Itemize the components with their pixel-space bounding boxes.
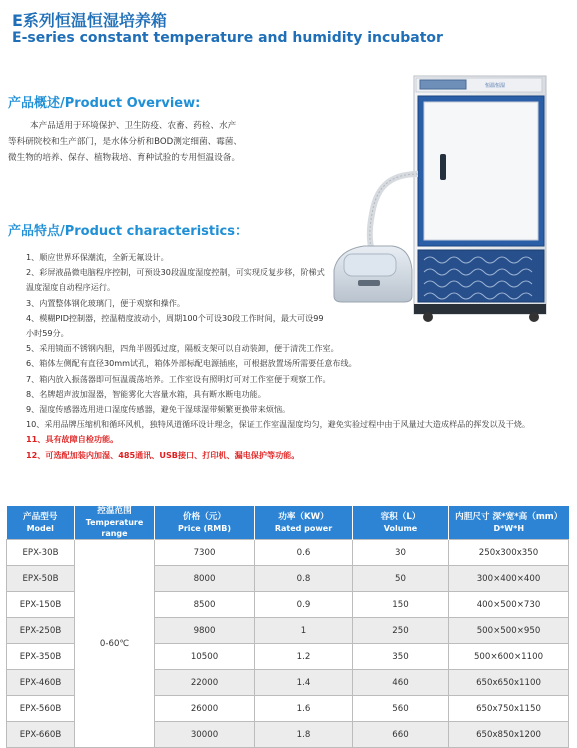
cell-size: 400×500×730 [449, 592, 569, 618]
cell-size: 650x850x1200 [449, 722, 569, 748]
cell-model: EPX-50B [7, 566, 75, 592]
page-title-cn: E系列恒温恒湿培养箱 [12, 11, 167, 30]
table-header-row [7, 506, 569, 540]
cell-price: 8000 [155, 566, 255, 592]
feature-item: 5、采用镜面不锈钢内胆，四角半圆弧过度，隔板支架可以自动装卸，便于清洗工作室。 [26, 343, 339, 354]
table-row [7, 540, 569, 566]
feature-item: 8、名牌超声波加湿器，智能雾化大容量水箱，具有断水断电功能。 [26, 388, 266, 399]
panel-label: 恒温恒湿 [485, 83, 506, 89]
cell-model: EPX-350B [7, 644, 75, 670]
cell-size: 650x750x1150 [449, 696, 569, 722]
cell-model: EPX-150B [7, 592, 75, 618]
cell-volume: 30 [353, 540, 449, 566]
cell-price: 8500 [155, 592, 255, 618]
control-display [420, 80, 466, 89]
cell-price: 22000 [155, 670, 255, 696]
cell-power: 1 [255, 618, 353, 644]
cell-model: EPX-660B [7, 722, 75, 748]
cell-power: 1.8 [255, 722, 353, 748]
feature-item: 6、箱体左侧配有直径30mm试孔，箱体外部标配电源插座，可根据放置场所需要任意布线。 [26, 358, 357, 369]
cell-model: EPX-30B [7, 540, 75, 566]
feature-item: 2、彩屏液晶微电脑程序控制，可预设30段温度湿度控制，可实现反复步移，阶梯式温度湿度自动程序运行。 [26, 267, 325, 293]
cell-temp-range: 0-60℃ [75, 540, 155, 748]
cell-power: 1.2 [255, 644, 353, 670]
cell-size: 500×500×950 [449, 618, 569, 644]
cell-model: EPX-250B [7, 618, 75, 644]
feature-item: 1、顺应世界环保潮流，全新无氟设计。 [26, 252, 169, 262]
feature-item: 4、模糊PID控制器，控温精度波动小，周期100个可设30段工作时间，最大可设99小时59分。 [26, 312, 324, 339]
col-header-power: 功率（KW） Rated power [255, 506, 353, 540]
feature-item: 7、箱内放入振荡器即可恒温震荡培养。工作室设有照明灯可对工作室便于观察工作。 [26, 373, 331, 384]
humidifier-hose [370, 174, 418, 254]
page-title-en: E-series constant temperature and humidity incubator [12, 30, 443, 46]
cell-model: EPX-460B [7, 670, 75, 696]
cell-price: 26000 [155, 696, 255, 722]
cell-price: 10500 [155, 644, 255, 670]
col-header-size: 内胆尺寸 深*宽*高（mm） D*W*H [449, 506, 569, 540]
cell-size: 250x300x350 [449, 540, 569, 566]
feature-item: 12、可选配加装内加湿、485通讯、USB接口、打印机、漏电保护等功能。 [26, 449, 300, 460]
cell-volume: 350 [353, 644, 449, 670]
col-header-volume: 容积（L） Volume [353, 506, 449, 540]
cell-volume: 660 [353, 722, 449, 748]
cell-power: 0.9 [255, 592, 353, 618]
cell-size: 500×600×1100 [449, 644, 569, 670]
cell-power: 0.6 [255, 540, 353, 566]
overview-text: 本产品适用于环境保护、卫生防疫、农畜、药检、水产等科研院校和生产部门，是水体分析和BOD测定细菌、霉菌、微生物的培养、保存、植物栽培、育种试验的专用恒温设备。 [8, 121, 242, 164]
characteristics-list [8, 250, 570, 463]
cell-size: 650x650x1100 [449, 670, 569, 696]
col-header-temp: 控温范围 Temperature range [75, 506, 155, 540]
cell-volume: 50 [353, 566, 449, 592]
col-header-model: 产品型号 Model [7, 506, 75, 540]
col-header-price: 价格（元） Price (RMB) [155, 506, 255, 540]
spec-table [6, 506, 569, 748]
cell-volume: 560 [353, 696, 449, 722]
overview-heading: 产品概述/Product Overview: [8, 96, 201, 111]
feature-item: 10、采用品牌压缩机和循环风机，独特风道循环设计理念，保证工作室温湿度均匀，避免实验过程中由于风量过大造成样品的挥发以及干烧。 [26, 419, 531, 430]
feature-item: 9、湿度传感器选用进口湿度传感器，避免干湿球湿带频繁更换带来烦恼。 [26, 404, 291, 415]
door-handle [440, 154, 446, 180]
feature-item: 3、内置整体钢化玻璃门，便于观察和操作。 [26, 297, 185, 308]
cell-size: 300×400×400 [449, 566, 569, 592]
cell-price: 7300 [155, 540, 255, 566]
characteristics-heading: 产品特点/Product characteristics： [8, 224, 248, 239]
cell-price: 9800 [155, 618, 255, 644]
cell-volume: 460 [353, 670, 449, 696]
feature-item: 11、具有故障自检功能。 [26, 434, 119, 445]
cell-volume: 150 [353, 592, 449, 618]
cell-power: 1.6 [255, 696, 353, 722]
cell-model: EPX-560B [7, 696, 75, 722]
cell-price: 30000 [155, 722, 255, 748]
cell-power: 0.8 [255, 566, 353, 592]
cell-volume: 250 [353, 618, 449, 644]
cell-power: 1.4 [255, 670, 353, 696]
